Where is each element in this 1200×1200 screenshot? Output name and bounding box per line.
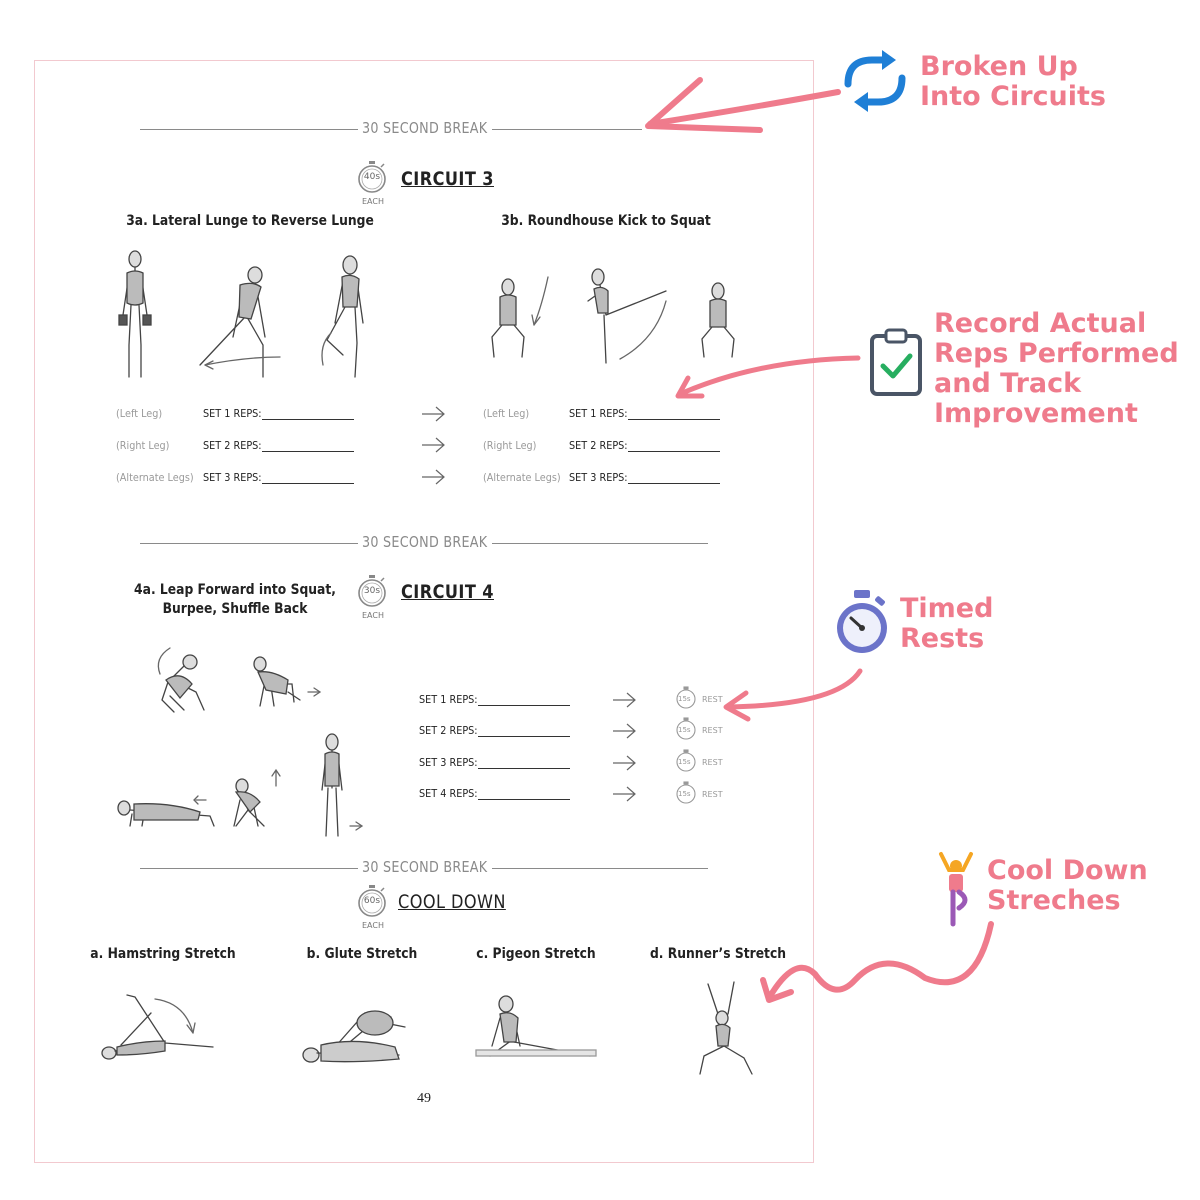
exercise-3b-set-3-input[interactable]	[628, 483, 720, 484]
exercise-3a-leg-3: (Alternate Legs)	[116, 471, 194, 484]
rest-label: REST	[702, 758, 723, 767]
stretch-d-illustration	[690, 980, 760, 1080]
callout-record-line4: Improvement	[934, 398, 1138, 429]
stretch-c-title: c. Pigeon Stretch	[476, 946, 596, 962]
circuit4-set-3-label: SET 3 REPS:	[419, 756, 478, 769]
callout-record-line2: Reps Performed	[934, 338, 1179, 369]
break-divider-right	[492, 543, 708, 544]
cooldown-timer-value: 60s	[363, 896, 381, 906]
break-divider-right	[492, 129, 642, 130]
stretch-a-illustration	[95, 985, 235, 1070]
circuit4-set-4-label: SET 4 REPS:	[419, 787, 478, 800]
break-label: 30 SECOND BREAK	[362, 533, 488, 551]
callout-arrow-circuits	[630, 62, 845, 142]
callout-cooldown-line1: Cool Down	[987, 855, 1148, 886]
cooldown-title: COOL DOWN	[398, 891, 506, 913]
circuit4-timer-value: 30s	[363, 586, 381, 596]
exercise-3b-set-1-input[interactable]	[628, 419, 720, 420]
stretch-b-title: b. Glute Stretch	[306, 946, 418, 962]
stretch-b-illustration	[295, 993, 420, 1073]
exercise-3b-leg-2: (Right Leg)	[483, 439, 537, 452]
exercise-3b-set-3-label: SET 3 REPS:	[569, 471, 628, 484]
callout-arrow-cooldown	[755, 918, 1000, 1043]
rest-label: REST	[702, 695, 723, 704]
clipboard-check-icon	[868, 326, 924, 398]
callout-circuits-line2: Into Circuits	[920, 81, 1106, 112]
break-divider-left	[140, 129, 358, 130]
arrow-right-icon	[611, 690, 639, 806]
cycle-arrows-icon	[838, 48, 912, 114]
exercise-3a-set-2-input[interactable]	[262, 451, 354, 452]
stretch-a-title: a. Hamstring Stretch	[90, 946, 236, 962]
circuit4-set-1-input[interactable]	[478, 705, 570, 706]
exercise-3a-leg-2: (Right Leg)	[116, 439, 170, 452]
circuit4-set-3-input[interactable]	[478, 768, 570, 769]
circuit3-timer-value: 40s	[363, 172, 381, 182]
exercise-3b-set-2-label: SET 2 REPS:	[569, 439, 628, 452]
exercise-3a-set-3-label: SET 3 REPS:	[203, 471, 262, 484]
rest-label: REST	[702, 790, 723, 799]
break-divider-right	[492, 868, 708, 869]
rest-label: REST	[702, 726, 723, 735]
callout-arrow-rests	[718, 665, 868, 725]
exercise-3b-set-2-input[interactable]	[628, 451, 720, 452]
arrow-right-icon	[420, 404, 448, 488]
rest-timer-value: 15s	[678, 758, 691, 766]
callout-rests-line1: Timed	[900, 593, 994, 624]
exercise-3a-title: 3a. Lateral Lunge to Reverse Lunge	[126, 213, 374, 229]
circuit4-set-2-label: SET 2 REPS:	[419, 724, 478, 737]
exercise-3b-leg-1: (Left Leg)	[483, 407, 530, 420]
circuit3-title: CIRCUIT 3	[401, 168, 494, 190]
exercise-3a-set-1-input[interactable]	[262, 419, 354, 420]
circuit4-timer-each: EACH	[362, 611, 384, 620]
callout-circuits-line1: Broken Up	[920, 51, 1078, 82]
callout-cooldown-line2: Streches	[987, 885, 1121, 916]
exercise-3a-leg-1: (Left Leg)	[116, 407, 163, 420]
exercise-3a-set-2-label: SET 2 REPS:	[203, 439, 262, 452]
exercise-3b-title: 3b. Roundhouse Kick to Squat	[501, 213, 711, 229]
cooldown-timer-each: EACH	[362, 921, 384, 930]
circuit4-set-4-input[interactable]	[478, 799, 570, 800]
callout-record-line3: and Track	[934, 368, 1082, 399]
callout-arrow-record	[668, 350, 863, 405]
callout-record-line1: Record Actual	[934, 308, 1147, 339]
stretch-c-illustration	[470, 990, 600, 1065]
circuit4-title: CIRCUIT 4	[401, 581, 494, 603]
rest-timer-value: 15s	[678, 726, 691, 734]
break-divider-left	[140, 868, 358, 869]
exercise-3b-leg-3: (Alternate Legs)	[483, 471, 561, 484]
rest-timer-value: 15s	[678, 790, 691, 798]
exercise-3a-set-1-label: SET 1 REPS:	[203, 407, 262, 420]
exercise-4a-title-line1: 4a. Leap Forward into Squat,	[134, 582, 336, 598]
circuit4-set-1-label: SET 1 REPS:	[419, 693, 478, 706]
exercise-3a-set-3-input[interactable]	[262, 483, 354, 484]
exercise-3b-set-1-label: SET 1 REPS:	[569, 407, 628, 420]
stopwatch-icon	[834, 588, 890, 658]
rest-timer-value: 15s	[678, 695, 691, 703]
stretch-d-title: d. Runner’s Stretch	[649, 946, 787, 962]
break-label: 30 SECOND BREAK	[362, 858, 488, 876]
exercise-3a-illustration	[105, 245, 385, 385]
break-label: 30 SECOND BREAK	[362, 119, 488, 137]
break-divider-left	[140, 543, 358, 544]
callout-rests-line2: Rests	[900, 623, 985, 654]
exercise-4a-title-line2: Burpee, Shuffle Back	[162, 601, 308, 617]
page-number: 49	[417, 1091, 431, 1106]
exercise-4a-illustration	[110, 640, 375, 845]
circuit3-timer-each: EACH	[362, 197, 384, 206]
circuit4-set-2-input[interactable]	[478, 736, 570, 737]
